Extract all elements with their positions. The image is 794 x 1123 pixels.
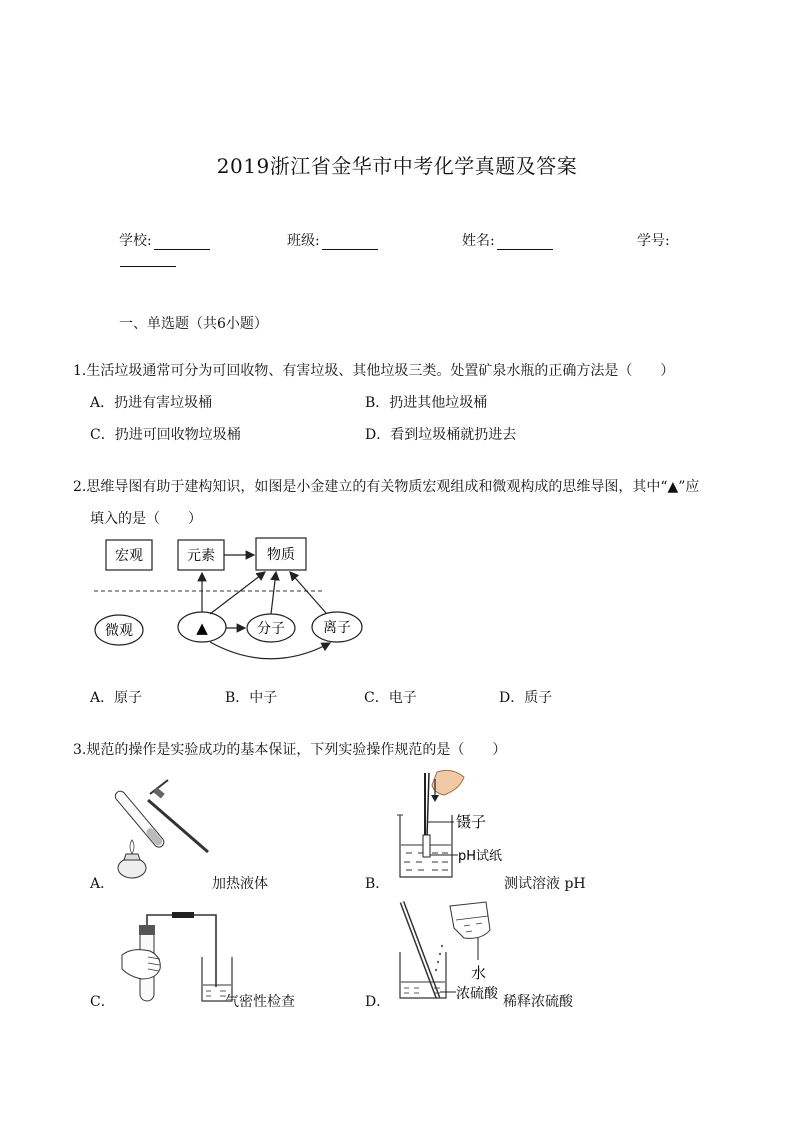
molecule-label: 分子	[257, 621, 285, 637]
class-label: 班级:	[287, 233, 320, 249]
micro-label: 微观	[105, 623, 133, 639]
q1-option-b: B．扔进其他垃圾桶	[365, 395, 488, 411]
q3-option-b-caption: 测试溶液 pH	[504, 876, 586, 892]
class-field	[287, 230, 378, 250]
question-2-stem-line2: 填入的是（ ）	[90, 511, 202, 527]
class-blank	[322, 235, 378, 250]
figure-a-heating-liquid	[110, 770, 220, 890]
q3-option-b-letter: B．	[365, 876, 390, 892]
molecule-to-substance-arrow	[271, 572, 276, 614]
ion-label: 离子	[323, 620, 351, 636]
question-1-stem: 1.生活垃圾通常可分为可回收物、有害垃圾、其他垃圾三类。处置矿泉水瓶的正确方法是（ ）	[73, 363, 675, 379]
triangle-placeholder: ▲	[196, 619, 208, 637]
macro-label: 宏观	[115, 548, 143, 564]
triangle-to-ion-arrow	[210, 642, 330, 659]
q2-option-d: D．质子	[499, 690, 553, 706]
q3-option-c-letter: C．	[90, 994, 115, 1010]
q3-option-d-letter: D．	[365, 994, 391, 1010]
q3-option-d-caption: 稀释浓硫酸	[503, 994, 573, 1010]
triangle-to-substance-arrow	[210, 572, 265, 614]
school-blank	[154, 235, 210, 250]
q1-option-a: A．扔进有害垃圾桶	[90, 395, 213, 411]
figure-d-diluting-acid	[390, 900, 520, 1010]
number-label: 学号:	[637, 233, 670, 249]
q2-option-b: B．中子	[225, 690, 278, 706]
q2-option-c: C．电子	[364, 690, 417, 706]
figure-c-airtightness	[112, 907, 242, 1007]
element-label: 元素	[187, 548, 215, 564]
name-field	[462, 230, 553, 250]
acid-label: 浓硫酸	[456, 986, 498, 1002]
ion-to-substance-arrow	[290, 572, 326, 613]
section-header: 一、单选题（共6小题）	[119, 316, 268, 332]
water-label: 水	[471, 964, 487, 982]
q2-option-a: A．原子	[90, 690, 143, 706]
name-label: 姓名:	[462, 233, 495, 249]
question-3-stem: 3.规范的操作是实验成功的基本保证，下列实验操作规范的是（ ）	[73, 742, 507, 758]
figure-b-ph-test	[392, 767, 512, 887]
number-blank	[120, 252, 176, 267]
q3-option-a-letter: A．	[90, 876, 115, 892]
page-title: 2019浙江省金华市中考化学真题及答案	[216, 154, 578, 178]
school-field	[119, 230, 210, 250]
school-label: 学校:	[119, 233, 152, 249]
question-2-stem-line1: 2.思维导图有助于建构知识，如图是小金建立的有关物质宏观组成和微观构成的思维导图，其中“▲”应	[73, 479, 700, 495]
q1-option-c: C．扔进可回收物垃圾桶	[90, 427, 241, 443]
ph-paper-label: pH试纸	[458, 849, 503, 864]
q3-option-a-caption: 加热液体	[212, 876, 268, 892]
q3-option-c-caption: 气密性检查	[225, 994, 295, 1010]
name-blank	[497, 235, 553, 250]
mind-map-diagram	[90, 535, 380, 670]
substance-label: 物质	[267, 547, 295, 563]
tweezers-label: 镊子	[456, 813, 487, 831]
q1-option-d: D．看到垃圾桶就扔进去	[365, 427, 517, 443]
